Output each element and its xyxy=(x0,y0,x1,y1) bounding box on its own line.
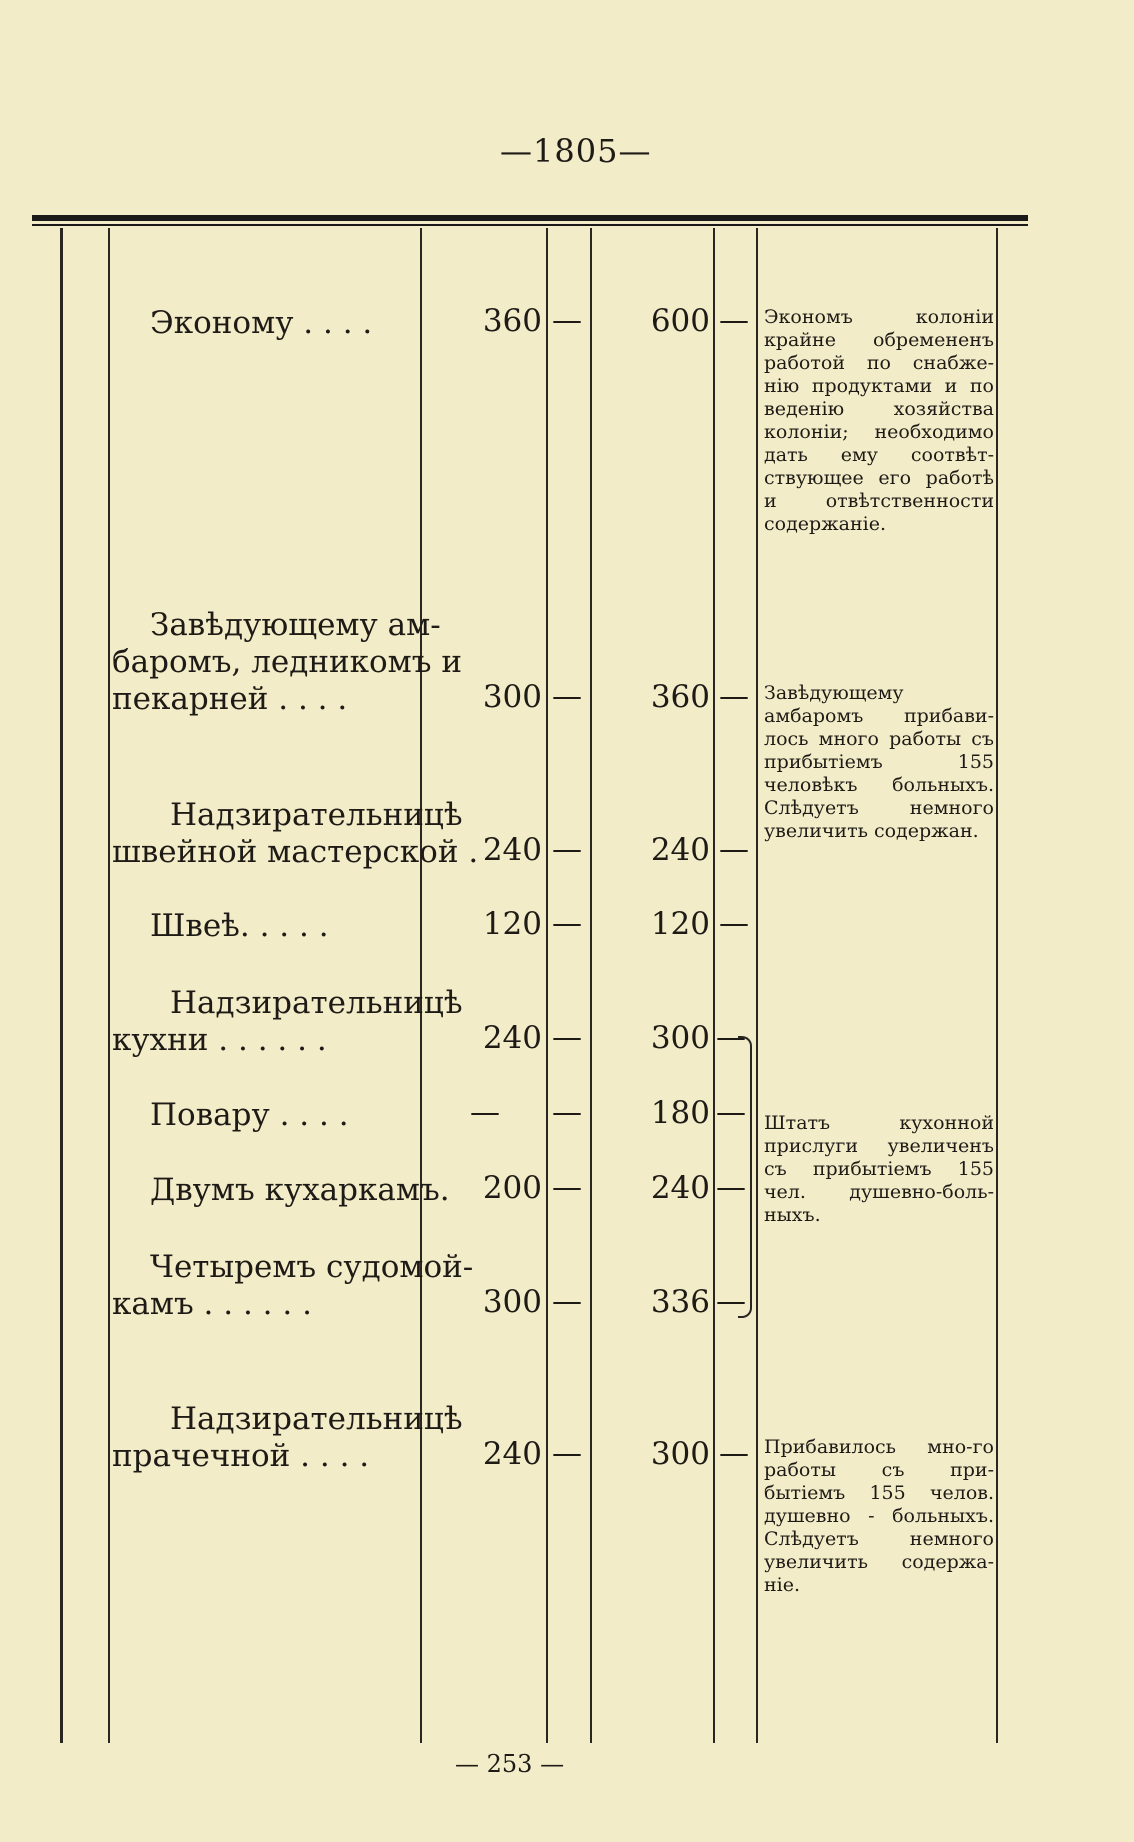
old-kopeks-dash: — xyxy=(552,1095,582,1130)
new-salary: 300 xyxy=(650,1020,710,1056)
row-label-line: баромъ, ледникомъ и xyxy=(112,644,463,680)
new-kopeks-dash: — xyxy=(716,1095,746,1130)
old-salary: 240 xyxy=(482,832,542,868)
old-salary: 360 xyxy=(482,303,542,339)
new-kopeks-dash: — xyxy=(716,1284,746,1319)
new-salary: 300 xyxy=(650,1436,710,1472)
row-label-line: Надзирательницѣ xyxy=(170,797,463,833)
new-salary: 180 xyxy=(650,1095,710,1131)
old-salary-dash: — xyxy=(470,1095,500,1130)
old-kopeks-dash: — xyxy=(552,1284,582,1319)
old-salary: 200 xyxy=(482,1170,542,1206)
new-salary: 240 xyxy=(650,832,710,868)
new-salary: 336 xyxy=(650,1284,710,1320)
row-label-line: пекарней . . . . xyxy=(112,681,348,717)
old-kopeks-dash: — xyxy=(552,1436,582,1471)
row-label: Швеѣ. . . . . xyxy=(150,908,329,944)
old-kopeks-dash: — xyxy=(552,303,582,338)
top-rule-thin xyxy=(32,224,1028,226)
note-laundry: Прибавилось мно-го работы съ при-бытіемъ 155 челов. душевно - больныхъ. Слѣдуетъ немного увеличить содержа-ніе. xyxy=(764,1436,994,1596)
note-kitchen: Штатъ кухонной прислуги увеличенъ съ прибытіемъ 155 чел. душевно-боль-ныхъ. xyxy=(764,1112,994,1226)
column-line xyxy=(756,228,758,1743)
row-label-line: Надзирательницѣ xyxy=(170,1401,463,1437)
new-kopeks-dash: — xyxy=(719,832,749,867)
old-salary: 120 xyxy=(482,906,542,942)
old-salary: 240 xyxy=(482,1436,542,1472)
row-label: Эконому . . . . xyxy=(150,305,373,341)
old-kopeks-dash: — xyxy=(552,832,582,867)
old-kopeks-dash: — xyxy=(552,906,582,941)
row-label-line: Завѣдующему ам- xyxy=(150,607,441,643)
row-label-line: швейной мастерской . xyxy=(112,834,479,870)
new-salary: 360 xyxy=(650,679,710,715)
new-kopeks-dash: — xyxy=(719,1436,749,1471)
old-kopeks-dash: — xyxy=(552,1170,582,1205)
note-ambar: Завѣдующему амбаромъ прибави-лось много работы съ прибытіемъ 155 человѣкъ больныхъ. Слѣдуетъ немного увеличить содержан. xyxy=(764,682,994,842)
kitchen-brace xyxy=(738,1036,752,1318)
new-salary: 120 xyxy=(650,906,710,942)
page-number-header: —1805— xyxy=(500,132,652,170)
column-line xyxy=(713,228,715,1743)
old-salary: 300 xyxy=(482,679,542,715)
old-salary: 300 xyxy=(482,1284,542,1320)
column-line xyxy=(590,228,592,1743)
old-kopeks-dash: — xyxy=(552,1020,582,1055)
row-label-line: камъ . . . . . . xyxy=(112,1286,312,1322)
note-ekonom: Экономъ колоніи крайне обремененъ работой по снабже-нію продуктами и по веденію хозяйства колоніи; необходимо дать ему соотвѣт-ствующее его работѣ и отвѣтственности содержаніе. xyxy=(764,306,994,535)
page-number-footer: — 253 — xyxy=(455,1750,565,1778)
row-label: Повару . . . . xyxy=(150,1097,349,1133)
old-kopeks-dash: — xyxy=(552,679,582,714)
new-salary: 600 xyxy=(650,303,710,339)
row-label-line: Надзирательницѣ xyxy=(170,985,463,1021)
column-line xyxy=(996,228,998,1743)
new-kopeks-dash: — xyxy=(716,1020,746,1055)
new-kopeks-dash: — xyxy=(716,1170,746,1205)
top-rule-thick xyxy=(32,215,1028,221)
old-salary: 240 xyxy=(482,1020,542,1056)
new-kopeks-dash: — xyxy=(719,679,749,714)
row-label: Двумъ кухаркамъ. xyxy=(150,1172,450,1208)
row-label-line: Четыремъ судомой- xyxy=(150,1249,474,1285)
new-kopeks-dash: — xyxy=(719,906,749,941)
row-label-line: кухни . . . . . . xyxy=(112,1022,327,1058)
row-label-line: прачечной . . . . xyxy=(112,1438,370,1474)
column-line xyxy=(546,228,548,1743)
new-salary: 240 xyxy=(650,1170,710,1206)
column-line xyxy=(108,228,110,1743)
column-line xyxy=(60,228,63,1743)
new-kopeks-dash: — xyxy=(719,303,749,338)
